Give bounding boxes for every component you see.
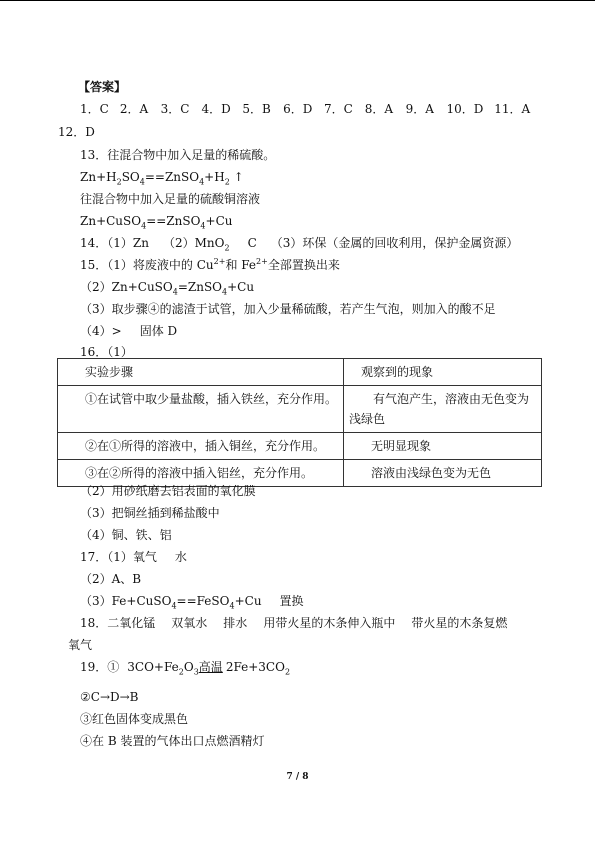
answer-9: 9．A (405, 102, 434, 116)
answers-1-11 (80, 102, 530, 116)
table-cell: ③在②所得的溶液中插入铝丝，充分作用。 (58, 460, 344, 487)
answer-11: 11．A (494, 102, 531, 116)
q15-line3: （3）取步骤④的滤渣于试管，加入少量稀硫酸，若产生气泡，则加入的酸不足 (80, 302, 496, 316)
q15-line4: （4）> 固体 D (80, 324, 178, 338)
table-row (58, 460, 542, 487)
reaction-condition: 高温 (198, 660, 223, 674)
experiment-table (57, 358, 542, 487)
answer-12: 12．D (58, 125, 95, 139)
q19-line4: ④在 B 装置的气体出口点燃酒精灯 (80, 734, 265, 748)
answer-5: 5．B (242, 102, 271, 116)
table-header-cell: 实验步骤 (58, 359, 344, 386)
answer-6: 6．D (283, 102, 313, 116)
answer-14: 14．（1）Zn （2）MnO$_2$ C （3）环保（金属的回收利用，保护金属资源） (80, 236, 519, 253)
q18-line1: 18．二氧化锰 双氧水 排水 用带火星的木条伸入瓶中 带火星的木条复燃 (80, 616, 508, 630)
q16-title: 16．（1） (80, 345, 133, 359)
answer-header: 【答案】 (78, 80, 127, 94)
q13-equation2: Zn+CuSO$_4$==ZnSO$_4$+Cu (80, 214, 233, 231)
table-header-row (58, 359, 542, 386)
table-cell: 溶液由浅绿色变为无色 (344, 460, 542, 487)
q16-part3: （3）把铜丝插到稀盐酸中 (80, 506, 220, 520)
q19-line1: 19．① $3CO+Fe_2O_3$高温 $2Fe+3CO_2$ (80, 660, 291, 677)
table-cell: 有气泡产生，溶液由无色变为浅绿色 (344, 386, 542, 433)
answer-7: 7．C (323, 102, 353, 116)
table-row (58, 386, 542, 433)
q13-equation1: $Zn+H_2SO_4==ZnSO_4+H_2$ ↑ (80, 170, 244, 187)
page-number: 7 / 8 (286, 772, 309, 782)
answer-3: 3．C (160, 102, 190, 116)
top-rule (0, 0, 595, 1)
q17-line2: （2）A、B (80, 572, 142, 586)
table-cell: ①在试管中取少量盐酸，插入铁丝，充分作用。 (58, 386, 344, 433)
q13-line2: 往混合物中加入足量的硫酸铜溶液 (80, 192, 261, 206)
q19-line2: ②C→D→B (80, 690, 139, 704)
table-cell: 无明显现象 (344, 433, 542, 460)
answer-2: 2．A (119, 102, 149, 116)
q15-line1: 15．（1）将废液中的 $Cu^{2+}$和 $Fe^{2+}$全部置换出来 (80, 257, 340, 272)
q19-line3: ③红色固体变成黑色 (80, 712, 189, 726)
q13-line1: 13．往混合物中加入足量的稀硫酸。 (80, 148, 276, 162)
q16-part4: （4）铜、铁、铝 (80, 528, 172, 542)
answer-10: 10．D (446, 102, 484, 116)
q16-part2: （2）用砂纸磨去铝表面的氧化膜 (80, 484, 256, 498)
table-cell: ②在①所得的溶液中，插入铜丝，充分作用。 (58, 433, 344, 460)
q18-wrap: 氧气 (68, 638, 93, 652)
q17-line3: （3）Fe+CuSO$_4$==FeSO$_4$+Cu 置换 (80, 594, 304, 611)
table-header-cell: 观察到的现象 (344, 359, 542, 386)
answer-1: 1．C (80, 102, 109, 116)
answer-4: 4．D (201, 102, 231, 116)
table-row (58, 433, 542, 460)
answer-8: 8．A (364, 102, 394, 116)
q17-line1: 17．（1）氧气 水 (80, 550, 187, 564)
q15-line2: （2）Zn+CuSO$_4$=ZnSO$_4$+Cu (80, 280, 255, 297)
